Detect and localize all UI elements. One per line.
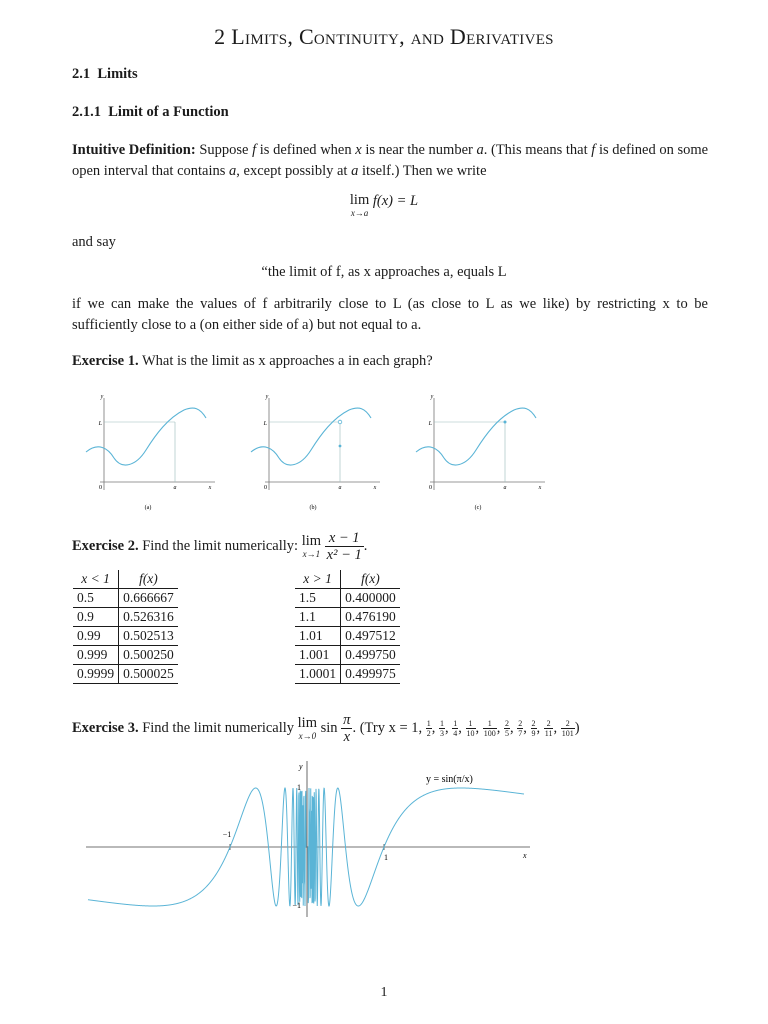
- left-values-table: x < 1 f(x) 0.5 0.666667 0.9 0.526316 0.99 0.502513 0.999 0.500250 0.9999 0.500025: [73, 570, 178, 684]
- svg-text:y: y: [430, 394, 434, 400]
- svg-text:a: a: [338, 485, 342, 491]
- exercise-1-prompt: Exercise 1. What is the limit as x approaches a in each graph?: [72, 353, 433, 369]
- svg-text:a: a: [503, 485, 507, 491]
- limit-quote: “the limit of f, as x approaches a, equals L: [261, 264, 507, 280]
- svg-text:L: L: [428, 421, 432, 427]
- filled-point: [504, 421, 507, 424]
- svg-text:x: x: [373, 485, 377, 491]
- curve-label: y = sin(π/x): [426, 774, 473, 785]
- svg-text:x: x: [538, 485, 542, 491]
- svg-text:x: x: [523, 851, 527, 860]
- svg-text:1: 1: [384, 853, 388, 862]
- svg-text:0: 0: [99, 485, 102, 491]
- graph-caption: (c): [474, 505, 482, 511]
- definition-label: Intuitive Definition:: [72, 142, 196, 158]
- graph-caption: (b): [309, 505, 317, 511]
- chapter-title-text: Limits, Continuity, and Derivatives: [231, 24, 554, 49]
- page-number: 1: [380, 985, 388, 1000]
- open-point: [338, 420, 342, 424]
- and-say-text: and say: [72, 234, 116, 250]
- section-heading: 2.1 Limits: [72, 66, 138, 82]
- filled-point: [339, 445, 342, 448]
- definition-paragraph: Intuitive Definition: Suppose f is defined when x is near the number a. (This means that f is defined on some open interval that contains a, except possibly at a itself.) Then we write: [72, 142, 709, 179]
- svg-text:y: y: [100, 394, 104, 400]
- chapter-title: [0, 24, 768, 50]
- graph-a: [80, 390, 220, 514]
- limit-fraction: $\frac{x - 1}{\text{x² − 1}}$: [326, 530, 362, 563]
- graph-c: [410, 390, 550, 514]
- sin-fraction: $\frac{\pi}{x}$: [343, 712, 351, 745]
- svg-text:1: 1: [297, 783, 301, 792]
- svg-text:x: x: [208, 485, 212, 491]
- svg-text:y: y: [265, 394, 269, 400]
- svg-text:−1: −1: [292, 901, 301, 910]
- svg-text:L: L: [263, 421, 267, 427]
- svg-text:L: L: [98, 421, 102, 427]
- svg-text:a: a: [173, 485, 177, 491]
- definition-tail: if we can make the values of f arbitrarily close to L (as close to L as we like) by restricting x to be sufficiently close to a (on either side of a) but not equal to a.: [72, 296, 708, 333]
- svg-text:0: 0: [264, 485, 267, 491]
- chapter-number: 2: [214, 24, 226, 49]
- sin-pi-over-x-graph: [80, 755, 540, 920]
- limit-display: lim x→a f(x) = L: [349, 192, 419, 218]
- right-values-table: x > 1 f(x) 1.5 0.400000 1.1 0.476190 1.01 0.497512 1.001 0.499750 1.0001 0.499975: [295, 570, 400, 684]
- subsection-heading: 2.1.1 Limit of a Function: [72, 104, 229, 120]
- graph-caption: (a): [144, 505, 152, 511]
- graph-b: [245, 390, 385, 514]
- exercise-3-prompt: Exercise 3. Find the limit numerically lim x→0 sin $\frac{\pi}{x}$ . (Try x = 1, $\frac{1}{2}$ , $\frac{1}{3}$ , $\frac{1}{4}$ , $\frac{1}{10}$ , $\frac{1}{100}$ , $\frac{2}{5}$ , $\frac{2}{7}$ , $\frac{2}{9}$ , $\frac{2}{11}$ , $\frac{2}{101}$ ): [72, 712, 580, 745]
- svg-text:0: 0: [429, 485, 432, 491]
- svg-text:y: y: [299, 762, 303, 771]
- exercise-2-prompt: Exercise 2. Find the limit numerically: lim x→1 $\frac{x - 1}{\text{x² − 1}}$ .: [72, 530, 368, 563]
- svg-text:−1: −1: [222, 830, 232, 839]
